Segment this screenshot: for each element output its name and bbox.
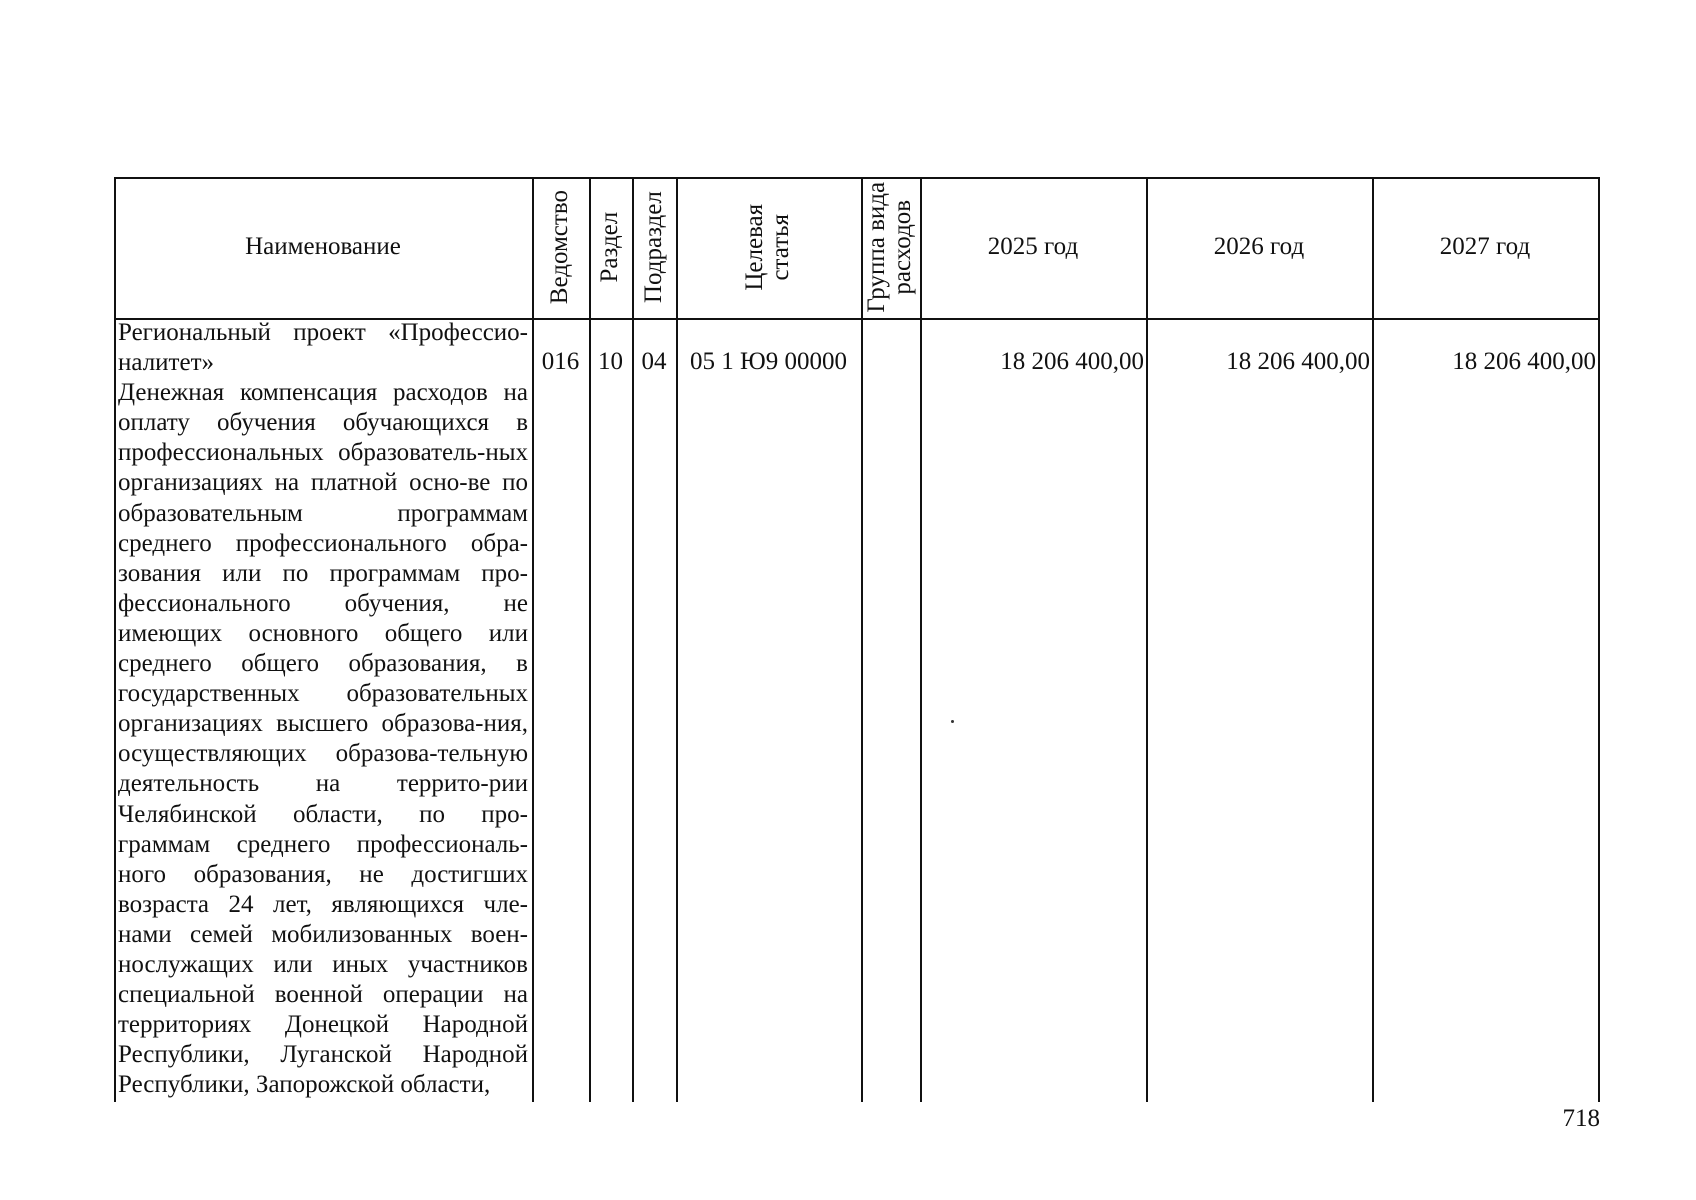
row-name-description: Денежная компенсация расходов на оплату обучения обучающихся в профессиональных образователь-ных организациях на платной осно-ве по образовательным программам среднего профессионального обра-зования или по программам про-фессионального обучения, не имеющих основного общего или среднего общего образования, в государственных образовательных организациях высшего образова-ния, осуществляющих образова-тельную деятельность на террито-рии Челябинской области, по про-граммам среднего профессиональ-ного образования, не достигших возраста 24 лет, являющихся чле-нами семей мобилизованных воен-нослужащих или иных участников специальной военной операции на территориях Донецкой Народной Республики, Луганской Народной Республики, Запорожской области, bbox=[118, 379, 528, 1099]
scan-speck bbox=[951, 720, 954, 723]
row-razdel: 10 bbox=[598, 348, 623, 375]
header-2026-label: 2026 год bbox=[1213, 233, 1305, 261]
budget-table bbox=[114, 177, 1600, 1102]
header-gruppa-line2: расходов bbox=[889, 200, 917, 295]
row-name-cell bbox=[118, 318, 528, 1100]
header-2025 bbox=[920, 177, 1146, 318]
header-podrazdel-label: Подраздел bbox=[639, 191, 667, 304]
row-name-project: Региональный проект «Профессио-налитет» bbox=[118, 319, 528, 377]
header-name bbox=[114, 177, 532, 318]
header-celevaya-line1: Целевая bbox=[741, 204, 769, 291]
header-vedomstvo bbox=[532, 177, 589, 318]
header-razdel-label: Раздел bbox=[596, 212, 624, 283]
header-vedomstvo-label: Ведомство bbox=[546, 190, 574, 305]
row-celevaya: 05 1 Ю9 00000 bbox=[690, 348, 847, 375]
header-2027 bbox=[1372, 177, 1598, 318]
header-podrazdel bbox=[632, 177, 676, 318]
header-razdel bbox=[589, 177, 632, 318]
header-2025-label: 2025 год bbox=[987, 233, 1079, 261]
row-2027: 18 206 400,00 bbox=[1452, 348, 1596, 375]
header-2026 bbox=[1146, 177, 1372, 318]
row-podrazdel: 04 bbox=[641, 348, 667, 375]
header-gruppa bbox=[861, 177, 920, 318]
header-2027-label: 2027 год bbox=[1439, 233, 1531, 261]
col-border-right bbox=[1598, 177, 1600, 1102]
row-vedomstvo: 016 bbox=[541, 348, 580, 375]
header-celevaya bbox=[676, 177, 861, 318]
row-2025: 18 206 400,00 bbox=[1000, 348, 1144, 375]
page-number: 718 bbox=[1562, 1105, 1600, 1132]
header-name-label: Наименование bbox=[245, 233, 401, 261]
header-celevaya-line2: статья bbox=[767, 214, 795, 281]
row-2026: 18 206 400,00 bbox=[1226, 348, 1370, 375]
header-gruppa-line1: Группа вида bbox=[863, 182, 891, 313]
